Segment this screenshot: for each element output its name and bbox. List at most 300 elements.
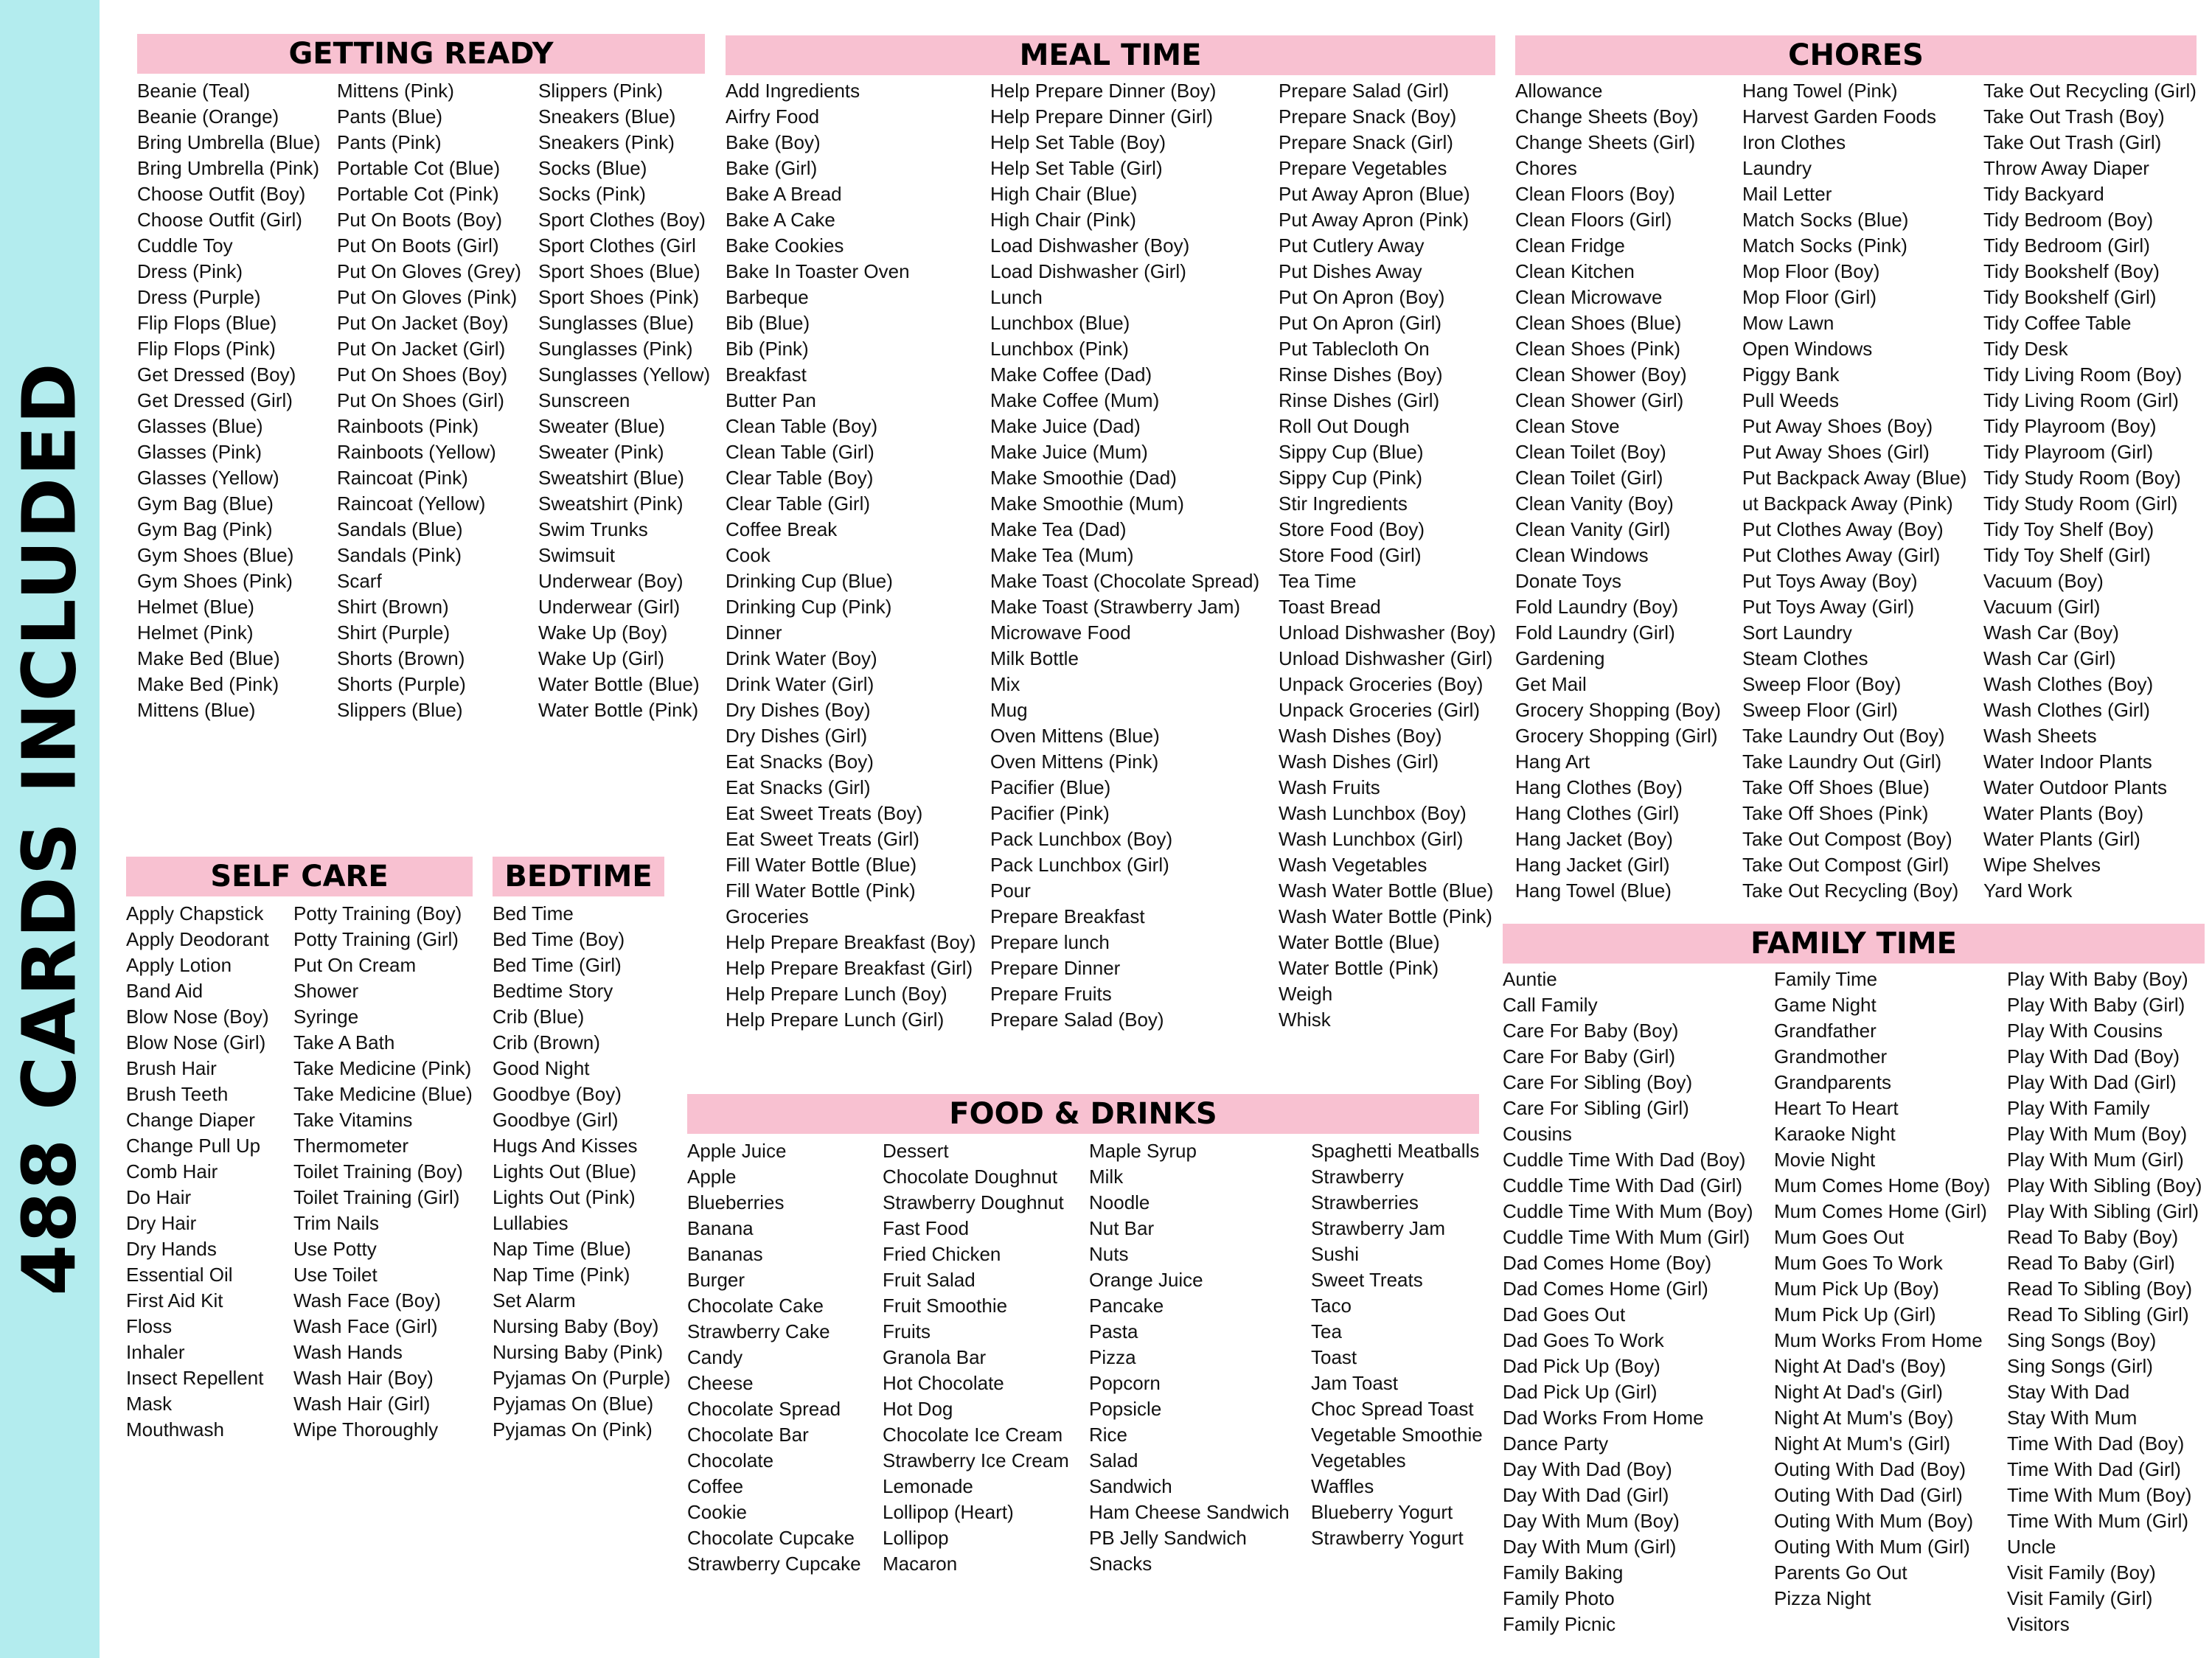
card-name: Bring Umbrella (Pink) — [137, 157, 320, 179]
card-name: Family Photo — [1503, 1587, 1615, 1609]
card-name: Grocery Shopping (Boy) — [1515, 699, 1721, 721]
card-name: Pacifier (Pink) — [990, 802, 1110, 824]
card-name: Water Bottle (Pink) — [538, 699, 699, 721]
card-name: Pull Weeds — [1742, 389, 1840, 411]
card-name: Lullabies — [493, 1212, 568, 1234]
card-name: Make Coffee (Dad) — [990, 363, 1152, 386]
card-name: Yard Work — [1983, 879, 2073, 902]
card-column — [1311, 1138, 1483, 1551]
card-name: Mum Pick Up (Boy) — [1774, 1278, 1939, 1300]
card-name: Unpack Groceries (Boy) — [1279, 673, 1484, 695]
card-name: Care For Baby (Boy) — [1503, 1020, 1679, 1042]
card-name: Sunglasses (Blue) — [538, 312, 694, 334]
card-name: Family Time — [1774, 968, 1878, 990]
card-name: Tidy Bookshelf (Boy) — [1983, 260, 2160, 282]
card-name: Milk Bottle — [990, 647, 1079, 669]
card-name: Raincoat (Pink) — [337, 467, 468, 489]
card-name: Gym Bag (Pink) — [137, 518, 273, 540]
card-name: Oven Mittens (Blue) — [990, 725, 1160, 747]
card-name: Piggy Bank — [1742, 363, 1840, 386]
card-name: Tidy Study Room (Boy) — [1983, 467, 2181, 489]
card-name: Mum Comes Home (Girl) — [1774, 1200, 1987, 1222]
card-name: Wash Clothes (Girl) — [1983, 699, 2150, 721]
card-name: Fried Chicken — [883, 1243, 1001, 1265]
card-name: Pyjamas On (Purple) — [493, 1367, 671, 1389]
card-name: Clean Shoes (Blue) — [1515, 312, 1682, 334]
card-name: ut Backpack Away (Pink) — [1742, 492, 1953, 515]
card-name: Clean Floors (Girl) — [1515, 209, 1672, 231]
card-name: Put On Jacket (Boy) — [337, 312, 509, 334]
card-name: Cousins — [1503, 1123, 1572, 1145]
card-name: Movie Night — [1774, 1149, 1876, 1171]
card-name: Unload Dishwasher (Boy) — [1279, 621, 1496, 644]
card-name: Grandparents — [1774, 1071, 1891, 1093]
card-name: Vacuum (Girl) — [1983, 596, 2101, 618]
card-name: Nap Time (Blue) — [493, 1238, 631, 1260]
card-name: Read To Baby (Boy) — [2007, 1226, 2179, 1248]
card-name: Take Out Compost (Boy) — [1742, 828, 1952, 850]
card-name: Tidy Bedroom (Girl) — [1983, 234, 2150, 257]
card-name: Ham Cheese Sandwich — [1089, 1501, 1290, 1523]
card-name: Bake (Boy) — [726, 131, 821, 153]
card-name: Night At Mum's (Girl) — [1774, 1432, 1950, 1455]
card-name: Sport Clothes (Boy) — [538, 209, 706, 231]
card-name: Mum Comes Home (Boy) — [1774, 1174, 1991, 1197]
card-name: Dessert — [883, 1140, 949, 1162]
card-name: Water Bottle (Blue) — [538, 673, 700, 695]
card-name: Rainboots (Yellow) — [337, 441, 496, 463]
card-name: Dinner — [726, 621, 782, 644]
card-column — [337, 78, 521, 723]
card-name: Blow Nose (Boy) — [126, 1006, 269, 1028]
section-food-drinks — [687, 1094, 1483, 1577]
card-name: Salad — [1089, 1449, 1138, 1471]
card-name: Hang Clothes (Girl) — [1515, 802, 1680, 824]
section-self-care — [126, 857, 473, 1443]
card-name: Play With Family — [2007, 1097, 2150, 1119]
card-name: Strawberry Ice Cream — [883, 1449, 1069, 1471]
card-name: Groceries — [726, 905, 809, 927]
card-column — [1515, 78, 1721, 904]
card-name: Tea Time — [1279, 570, 1357, 592]
card-name: PB Jelly Sandwich — [1089, 1527, 1247, 1549]
card-name: Goodbye (Girl) — [493, 1109, 619, 1131]
card-name: Portable Cot (Blue) — [337, 157, 501, 179]
card-name: Grandmother — [1774, 1045, 1888, 1067]
section-columns — [687, 1138, 1483, 1577]
card-name: Put On Boots (Boy) — [337, 209, 502, 231]
card-name: Strawberry — [1311, 1166, 1404, 1188]
section-title: CHORES — [1515, 35, 2197, 75]
card-name: Apply Lotion — [126, 954, 232, 976]
card-name: Play With Dad (Girl) — [2007, 1071, 2177, 1093]
card-name: Clean Shoes (Pink) — [1515, 338, 1680, 360]
card-name: Put Away Shoes (Boy) — [1742, 415, 1933, 437]
card-name: Clean Shower (Boy) — [1515, 363, 1687, 386]
card-name: Play With Mum (Boy) — [2007, 1123, 2188, 1145]
card-name: Tidy Playroom (Girl) — [1983, 441, 2154, 463]
card-name: Slippers (Blue) — [337, 699, 463, 721]
card-name: Strawberry Jam — [1311, 1217, 1446, 1239]
card-name: Day With Dad (Girl) — [1503, 1484, 1669, 1506]
card-name: Water Outdoor Plants — [1983, 776, 2168, 798]
card-name: Goodbye (Boy) — [493, 1083, 622, 1105]
card-name: Strawberry Cake — [687, 1320, 830, 1342]
card-name: Dress (Purple) — [137, 286, 261, 308]
card-name: Choc Spread Toast — [1311, 1398, 1474, 1420]
card-name: Water Indoor Plants — [1983, 750, 2152, 773]
card-name: Cuddle Time With Mum (Boy) — [1503, 1200, 1753, 1222]
card-name: Get Dressed (Girl) — [137, 389, 293, 411]
card-name: Take Medicine (Blue) — [293, 1083, 473, 1105]
section-columns — [137, 78, 711, 723]
card-name: Harvest Garden Foods — [1742, 105, 1937, 128]
card-name: Crib (Blue) — [493, 1006, 585, 1028]
card-name: Good Night — [493, 1057, 590, 1079]
card-name: Sport Shoes (Pink) — [538, 286, 700, 308]
section-title: FOOD & DRINKS — [687, 1094, 1479, 1134]
card-name: Grandfather — [1774, 1020, 1877, 1042]
card-name: Hang Jacket (Boy) — [1515, 828, 1673, 850]
card-name: Take Out Compost (Girl) — [1742, 854, 1950, 876]
card-name: Swimsuit — [538, 544, 616, 566]
card-name: Take A Bath — [293, 1031, 395, 1053]
card-name: Apple — [687, 1166, 737, 1188]
card-name: Sort Laundry — [1742, 621, 1852, 644]
card-name: Wake Up (Girl) — [538, 647, 664, 669]
card-name: Stay With Dad — [2007, 1381, 2130, 1403]
card-name: Clean Floors (Boy) — [1515, 183, 1675, 205]
card-name: Glasses (Pink) — [137, 441, 262, 463]
card-name: Dry Hands — [126, 1238, 217, 1260]
card-name: Raincoat (Yellow) — [337, 492, 486, 515]
sidebar-strip — [0, 0, 100, 1658]
card-name: Day With Mum (Boy) — [1503, 1510, 1680, 1532]
card-name: Outing With Dad (Girl) — [1774, 1484, 1963, 1506]
card-name: Take Medicine (Pink) — [293, 1057, 472, 1079]
card-name: Sweet Treats — [1311, 1269, 1423, 1291]
card-name: Make Tea (Dad) — [990, 518, 1127, 540]
card-name: Time With Mum (Girl) — [2007, 1510, 2189, 1532]
card-name: Wash Lunchbox (Girl) — [1279, 828, 1464, 850]
card-name: Microwave Food — [990, 621, 1131, 644]
card-name: Change Sheets (Boy) — [1515, 105, 1699, 128]
card-name: Make Juice (Mum) — [990, 441, 1148, 463]
card-name: Glasses (Yellow) — [137, 467, 279, 489]
card-name: Dad Goes To Work — [1503, 1329, 1664, 1351]
card-column — [1279, 78, 1496, 1033]
card-column — [493, 901, 670, 1443]
card-name: Wash Lunchbox (Boy) — [1279, 802, 1467, 824]
card-name: Sneakers (Pink) — [538, 131, 675, 153]
card-name: Put Away Shoes (Girl) — [1742, 441, 1930, 463]
card-name: Hang Jacket (Girl) — [1515, 854, 1670, 876]
card-name: Jam Toast — [1311, 1372, 1399, 1394]
card-name: Tea — [1311, 1320, 1342, 1342]
card-name: Comb Hair — [126, 1160, 218, 1182]
card-name: Apply Deodorant — [126, 928, 269, 950]
card-name: Chocolate Ice Cream — [883, 1424, 1063, 1446]
card-name: Chocolate — [687, 1449, 774, 1471]
card-name: Take Vitamins — [293, 1109, 413, 1131]
section-title: GETTING READY — [137, 34, 705, 74]
card-name: Popsicle — [1089, 1398, 1162, 1420]
card-name: Prepare Salad (Boy) — [990, 1009, 1164, 1031]
card-name: Mouthwash — [126, 1418, 224, 1441]
card-name: Drinking Cup (Pink) — [726, 596, 892, 618]
card-name: Put Clothes Away (Girl) — [1742, 544, 1941, 566]
card-name: Tidy Bookshelf (Girl) — [1983, 286, 2157, 308]
card-name: Dad Pick Up (Girl) — [1503, 1381, 1658, 1403]
card-name: Fill Water Bottle (Blue) — [726, 854, 917, 876]
card-name: Make Bed (Pink) — [137, 673, 279, 695]
card-name: Brush Teeth — [126, 1083, 229, 1105]
card-name: Taco — [1311, 1295, 1352, 1317]
card-name: Get Mail — [1515, 673, 1587, 695]
card-name: Put Backpack Away (Blue) — [1742, 467, 1967, 489]
card-name: Bake In Toaster Oven — [726, 260, 910, 282]
card-column — [990, 78, 1259, 1033]
card-name: Bake A Bread — [726, 183, 842, 205]
card-name: Wash Water Bottle (Pink) — [1279, 905, 1492, 927]
card-name: Help Prepare Breakfast (Boy) — [726, 931, 976, 953]
card-name: High Chair (Blue) — [990, 183, 1138, 205]
card-name: Maple Syrup — [1089, 1140, 1197, 1162]
card-name: Make Smoothie (Mum) — [990, 492, 1184, 515]
card-name: Sandals (Pink) — [337, 544, 462, 566]
card-name: Floss — [126, 1315, 173, 1337]
card-name: Eat Sweet Treats (Girl) — [726, 828, 919, 850]
card-name: Hugs And Kisses — [493, 1135, 638, 1157]
card-name: Auntie — [1503, 968, 1557, 990]
card-name: Change Sheets (Girl) — [1515, 131, 1696, 153]
section-columns — [493, 901, 671, 1443]
card-name: Help Prepare Lunch (Boy) — [726, 983, 947, 1005]
card-name: Wash Fruits — [1279, 776, 1380, 798]
section-chores — [1515, 35, 2197, 904]
card-name: Help Set Table (Girl) — [990, 157, 1163, 179]
card-column — [1089, 1138, 1290, 1577]
card-name: Help Prepare Dinner (Boy) — [990, 80, 1217, 102]
card-name: Clean Stove — [1515, 415, 1620, 437]
card-name: Mum Works From Home — [1774, 1329, 1983, 1351]
card-name: Clean Table (Boy) — [726, 415, 878, 437]
card-name: Lunch — [990, 286, 1043, 308]
card-name: Sweatshirt (Pink) — [538, 492, 684, 515]
card-name: Bed Time — [493, 902, 574, 924]
card-name: Bake A Cake — [726, 209, 835, 231]
card-name: Chocolate Bar — [687, 1424, 809, 1446]
card-name: Airfry Food — [726, 105, 820, 128]
card-name: Read To Sibling (Boy) — [2007, 1278, 2192, 1300]
card-name: Read To Baby (Girl) — [2007, 1252, 2175, 1274]
card-name: Use Potty — [293, 1238, 377, 1260]
card-name: Burger — [687, 1269, 745, 1291]
card-column — [2007, 966, 2202, 1637]
card-name: Mop Floor (Boy) — [1742, 260, 1880, 282]
section-family-time — [1503, 924, 2205, 1637]
card-name: Eat Sweet Treats (Boy) — [726, 802, 923, 824]
card-name: Wash Dishes (Boy) — [1279, 725, 1442, 747]
card-name: Play With Baby (Girl) — [2007, 994, 2185, 1016]
card-name: Sweep Floor (Girl) — [1742, 699, 1898, 721]
card-name: Put On Gloves (Grey) — [337, 260, 521, 282]
card-name: Helmet (Blue) — [137, 596, 254, 618]
card-name: Sneakers (Blue) — [538, 105, 676, 128]
card-name: Take Out Recycling (Boy) — [1742, 879, 1959, 902]
card-name: Put On Apron (Boy) — [1279, 286, 1445, 308]
section-getting-ready — [137, 34, 711, 723]
card-name: Dad Goes Out — [1503, 1303, 1626, 1326]
card-name: Sport Clothes (Girl — [538, 234, 696, 257]
card-name: Open Windows — [1742, 338, 1873, 360]
card-name: Help Prepare Breakfast (Girl) — [726, 957, 973, 979]
card-name: Tidy Coffee Table — [1983, 312, 2132, 334]
card-name: Hang Towel (Pink) — [1742, 80, 1898, 102]
card-name: Put On Apron (Girl) — [1279, 312, 1442, 334]
card-name: Rinse Dishes (Boy) — [1279, 363, 1443, 386]
card-name: Crib (Brown) — [493, 1031, 600, 1053]
card-name: Spaghetti Meatballs — [1311, 1140, 1480, 1162]
card-name: Strawberries — [1311, 1191, 1419, 1213]
card-name: Strawberry Yogurt — [1311, 1527, 1464, 1549]
card-name: Drinking Cup (Blue) — [726, 570, 893, 592]
card-name: Wash Car (Boy) — [1983, 621, 2119, 644]
card-name: Tidy Toy Shelf (Boy) — [1983, 518, 2154, 540]
card-name: Lights Out (Pink) — [493, 1186, 636, 1208]
card-name: Game Night — [1774, 994, 1877, 1016]
card-name: Tidy Desk — [1983, 338, 2068, 360]
card-name: Do Hair — [126, 1186, 192, 1208]
card-name: Parents Go Out — [1774, 1561, 1907, 1584]
card-name: Make Tea (Mum) — [990, 544, 1134, 566]
card-name: Fold Laundry (Girl) — [1515, 621, 1675, 644]
card-name: Wash Car (Girl) — [1983, 647, 2116, 669]
card-name: Choose Outfit (Girl) — [137, 209, 302, 231]
card-name: Hot Chocolate — [883, 1372, 1004, 1394]
card-name: Night At Dad's (Boy) — [1774, 1355, 1947, 1377]
card-name: Sandwich — [1089, 1475, 1172, 1497]
card-name: Tidy Bedroom (Boy) — [1983, 209, 2154, 231]
card-name: Dance Party — [1503, 1432, 1609, 1455]
card-name: Butter Pan — [726, 389, 816, 411]
card-name: Clean Shower (Girl) — [1515, 389, 1684, 411]
card-name: Day With Dad (Boy) — [1503, 1458, 1672, 1480]
card-name: Pack Lunchbox (Girl) — [990, 854, 1169, 876]
section-title: SELF CARE — [126, 857, 473, 896]
card-name: Tidy Backyard — [1983, 183, 2104, 205]
card-name: Wake Up (Boy) — [538, 621, 668, 644]
card-name: Care For Sibling (Boy) — [1503, 1071, 1693, 1093]
card-name: Prepare Fruits — [990, 983, 1112, 1005]
card-name: Roll Out Dough — [1279, 415, 1410, 437]
card-name: Gardening — [1515, 647, 1605, 669]
card-name: Nursing Baby (Pink) — [493, 1341, 664, 1363]
card-name: Eat Snacks (Girl) — [726, 776, 871, 798]
card-name: Put On Shoes (Boy) — [337, 363, 508, 386]
card-name: Family Picnic — [1503, 1613, 1616, 1635]
card-name: Wash Face (Boy) — [293, 1289, 441, 1312]
card-name: Orange Juice — [1089, 1269, 1203, 1291]
card-column — [1983, 78, 2197, 904]
card-name: Sippy Cup (Pink) — [1279, 467, 1423, 489]
card-name: Sweater (Pink) — [538, 441, 664, 463]
card-name: Pyjamas On (Blue) — [493, 1393, 654, 1415]
card-name: Barbeque — [726, 286, 809, 308]
card-name: Change Diaper — [126, 1109, 255, 1131]
card-name: Bring Umbrella (Blue) — [137, 131, 321, 153]
card-name: Make Smoothie (Dad) — [990, 467, 1177, 489]
card-name: Syringe — [293, 1006, 359, 1028]
card-name: Allowance — [1515, 80, 1603, 102]
card-name: Prepare Breakfast — [990, 905, 1145, 927]
card-name: Change Pull Up — [126, 1135, 261, 1157]
card-name: Shirt (Brown) — [337, 596, 449, 618]
card-name: Make Toast (Chocolate Spread) — [990, 570, 1260, 592]
card-name: Take Laundry Out (Girl) — [1742, 750, 1942, 773]
card-name: Sandals (Blue) — [337, 518, 463, 540]
card-name: Potty Training (Boy) — [293, 902, 462, 924]
card-name: Make Toast (Strawberry Jam) — [990, 596, 1241, 618]
card-name: Clean Toilet (Girl) — [1515, 467, 1663, 489]
card-name: Flip Flops (Pink) — [137, 338, 276, 360]
card-name: Prepare Snack (Girl) — [1279, 131, 1453, 153]
card-name: Rinse Dishes (Girl) — [1279, 389, 1440, 411]
card-name: Lollipop (Heart) — [883, 1501, 1014, 1523]
card-name: Bake (Girl) — [726, 157, 818, 179]
card-name: Dad Comes Home (Girl) — [1503, 1278, 1708, 1300]
card-name: Call Family — [1503, 994, 1598, 1016]
card-name: Sunglasses (Yellow) — [538, 363, 711, 386]
card-name: Wash Sheets — [1983, 725, 2097, 747]
card-name: Pacifier (Blue) — [990, 776, 1111, 798]
card-name: Nursing Baby (Boy) — [493, 1315, 659, 1337]
card-name: Store Food (Boy) — [1279, 518, 1425, 540]
card-name: Mum Goes To Work — [1774, 1252, 1943, 1274]
card-name: Sunglasses (Pink) — [538, 338, 693, 360]
card-name: Toilet Training (Boy) — [293, 1160, 463, 1182]
card-name: Dry Dishes (Boy) — [726, 699, 871, 721]
card-name: Water Bottle (Pink) — [1279, 957, 1439, 979]
card-name: Pack Lunchbox (Boy) — [990, 828, 1173, 850]
card-name: Play With Baby (Boy) — [2007, 968, 2188, 990]
card-name: Play With Sibling (Girl) — [2007, 1200, 2199, 1222]
card-name: Clean Windows — [1515, 544, 1649, 566]
card-name: Insect Repellent — [126, 1367, 264, 1389]
card-name: Bananas — [687, 1243, 763, 1265]
card-name: Swim Trunks — [538, 518, 648, 540]
card-name: Shorts (Purple) — [337, 673, 466, 695]
card-name: Dad Pick Up (Boy) — [1503, 1355, 1660, 1377]
card-name: Use Toilet — [293, 1264, 378, 1286]
card-name: Chocolate Doughnut — [883, 1166, 1058, 1188]
card-name: Clean Vanity (Boy) — [1515, 492, 1674, 515]
card-name: Cook — [726, 544, 771, 566]
card-name: Beanie (Orange) — [137, 105, 279, 128]
card-name: Cuddle Time With Mum (Girl) — [1503, 1226, 1750, 1248]
card-name: Match Socks (Pink) — [1742, 234, 1907, 257]
card-name: Clear Table (Girl) — [726, 492, 871, 515]
card-name: Drink Water (Boy) — [726, 647, 877, 669]
card-name: Steam Clothes — [1742, 647, 1868, 669]
card-name: Dad Works From Home — [1503, 1407, 1704, 1429]
card-column — [538, 78, 710, 723]
card-name: Blueberry Yogurt — [1311, 1501, 1453, 1523]
card-name: Play With Mum (Girl) — [2007, 1149, 2184, 1171]
card-name: Dry Hair — [126, 1212, 197, 1234]
card-name: Load Dishwasher (Girl) — [990, 260, 1186, 282]
card-name: Take Out Recycling (Girl) — [1983, 80, 2197, 102]
